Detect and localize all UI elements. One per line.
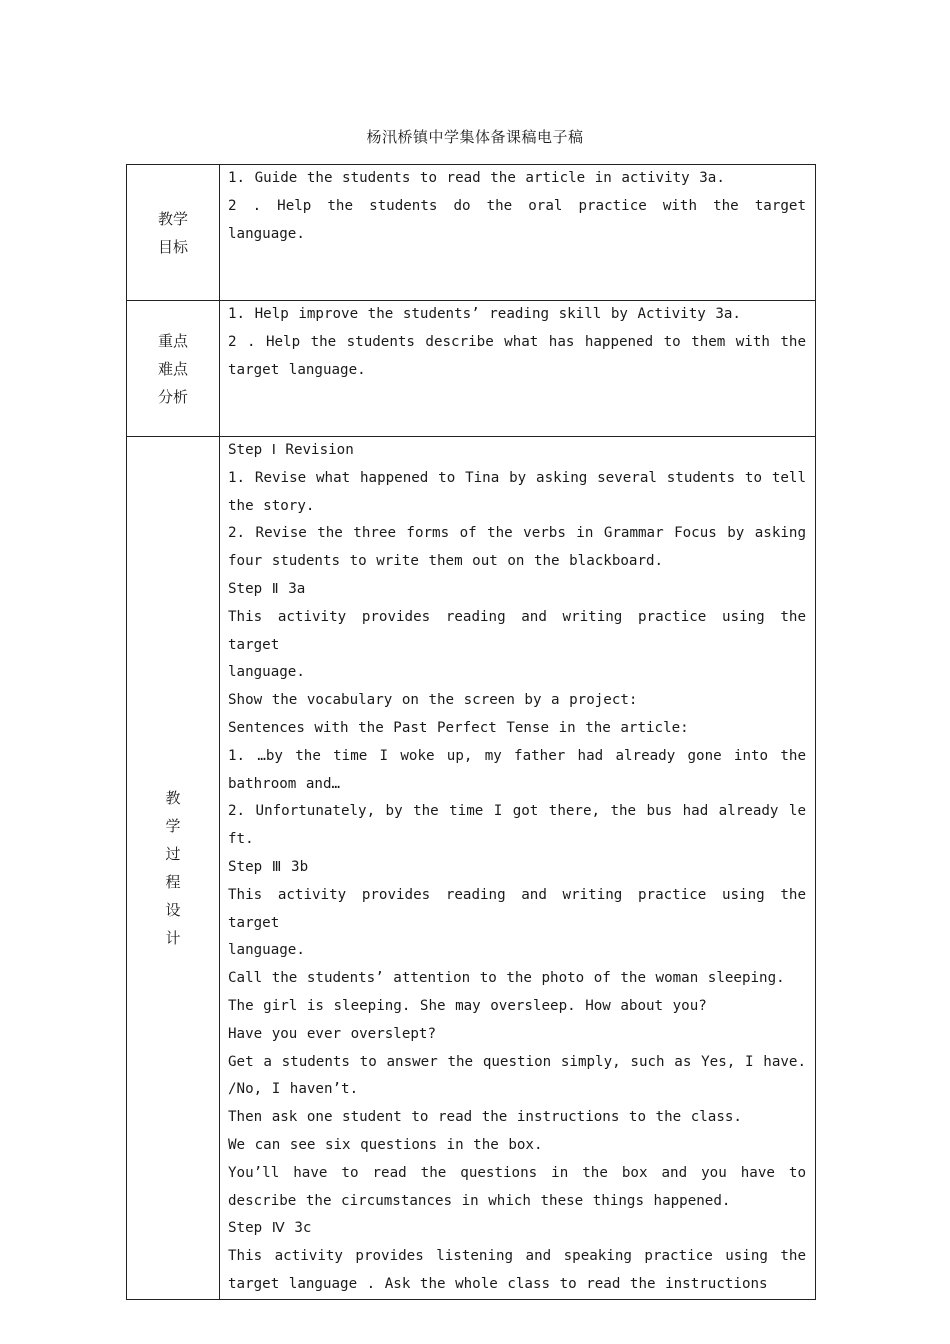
- content-line: Step Ⅱ 3a: [228, 580, 306, 597]
- row-label-cell: [127, 437, 220, 1300]
- row-label-text: 过: [165, 844, 181, 863]
- row-content: [228, 437, 806, 1299]
- document-title: 杨汛桥镇中学集体备课稿电子稿: [366, 128, 584, 146]
- content-line: describe the circumstances in which these things happened.: [228, 1192, 731, 1209]
- content-line: Step Ⅳ 3c: [228, 1220, 312, 1237]
- row-label-text: 设: [165, 900, 181, 919]
- row-label-text: 计: [165, 928, 181, 947]
- row-content-cell: [220, 301, 816, 437]
- content-line: We can see six questions in the box.: [228, 1136, 543, 1153]
- content-line: four students to write them out on the blackboard.: [228, 553, 664, 570]
- row-label-text: 重点: [157, 331, 188, 350]
- content-line: the story.: [228, 497, 315, 514]
- content-line: You’ll have to read the questions in the box and you have to: [228, 1164, 806, 1181]
- row-label-text: 程: [165, 872, 181, 891]
- content-line: Have you ever overslept?: [228, 1025, 436, 1042]
- row-label: [127, 205, 219, 261]
- table-row: [127, 437, 816, 1300]
- content-line: This activity provides listening and speaking practice using the: [228, 1248, 806, 1265]
- row-label-cell: [127, 165, 220, 301]
- content-line: language.: [228, 942, 305, 959]
- row-content-cell: [220, 437, 816, 1300]
- row-label: [127, 784, 219, 952]
- content-line: 2. Unfortunately, by the time I got there, the bus had already le: [228, 803, 806, 820]
- row-content-cell: [220, 165, 816, 301]
- content-line: Step Ⅰ Revision: [228, 442, 354, 458]
- content-line: ft.: [228, 831, 254, 848]
- content-line: 1. Revise what happened to Tina by asking several students to tell: [228, 469, 806, 486]
- content-line: language.: [228, 225, 305, 242]
- content-line: /No, I haven’t.: [228, 1081, 359, 1098]
- content-line: Step Ⅲ 3b: [228, 858, 309, 875]
- content-line: Then ask one student to read the instructions to the class.: [228, 1109, 742, 1126]
- content-line: language.: [228, 664, 305, 681]
- table-row: [127, 165, 816, 301]
- content-line: The girl is sleeping. She may oversleep. How about you?: [228, 997, 707, 1014]
- row-label-text: 教学: [157, 209, 188, 228]
- content-line: 1. …by the time I woke up, my father had already gone into the: [228, 747, 806, 764]
- content-line: bathroom and…: [228, 775, 341, 792]
- lesson-plan-table: [126, 164, 816, 1300]
- content-line: Sentences with the Past Perfect Tense in the article:: [228, 719, 689, 736]
- content-line: Show the vocabulary on the screen by a project:: [228, 692, 638, 709]
- content-line: target language . Ask the whole class to read the instructions: [228, 1275, 768, 1292]
- table-row: [127, 301, 816, 437]
- content-line: Call the students’ attention to the photo of the woman sleeping.: [228, 970, 785, 987]
- content-line: 2 . Help the students do the oral practice with the target: [228, 197, 806, 214]
- row-label: [127, 327, 219, 411]
- content-line: 2 . Help the students describe what has happened to them with the: [228, 333, 806, 350]
- row-content: [228, 165, 806, 248]
- content-line: This activity provides reading and writing practice using the target: [228, 886, 806, 931]
- row-label-cell: [127, 301, 220, 437]
- row-label-text: 教: [165, 788, 181, 807]
- content-line: 2. Revise the three forms of the verbs in Grammar Focus by asking: [228, 525, 806, 542]
- row-content: [228, 301, 806, 384]
- row-label-text: 目标: [157, 237, 188, 256]
- content-line: This activity provides reading and writing practice using the target: [228, 608, 806, 653]
- content-line: 1. Guide the students to read the article in activity 3a.: [228, 170, 725, 186]
- content-line: target language.: [228, 361, 366, 378]
- content-line: Get a students to answer the question simply, such as Yes, I have.: [228, 1053, 806, 1070]
- content-line: 1. Help improve the students’ reading skill by Activity 3a.: [228, 306, 741, 322]
- row-label-text: 学: [165, 816, 181, 835]
- row-label-text: 分析: [157, 387, 188, 406]
- row-label-text: 难点: [157, 359, 188, 378]
